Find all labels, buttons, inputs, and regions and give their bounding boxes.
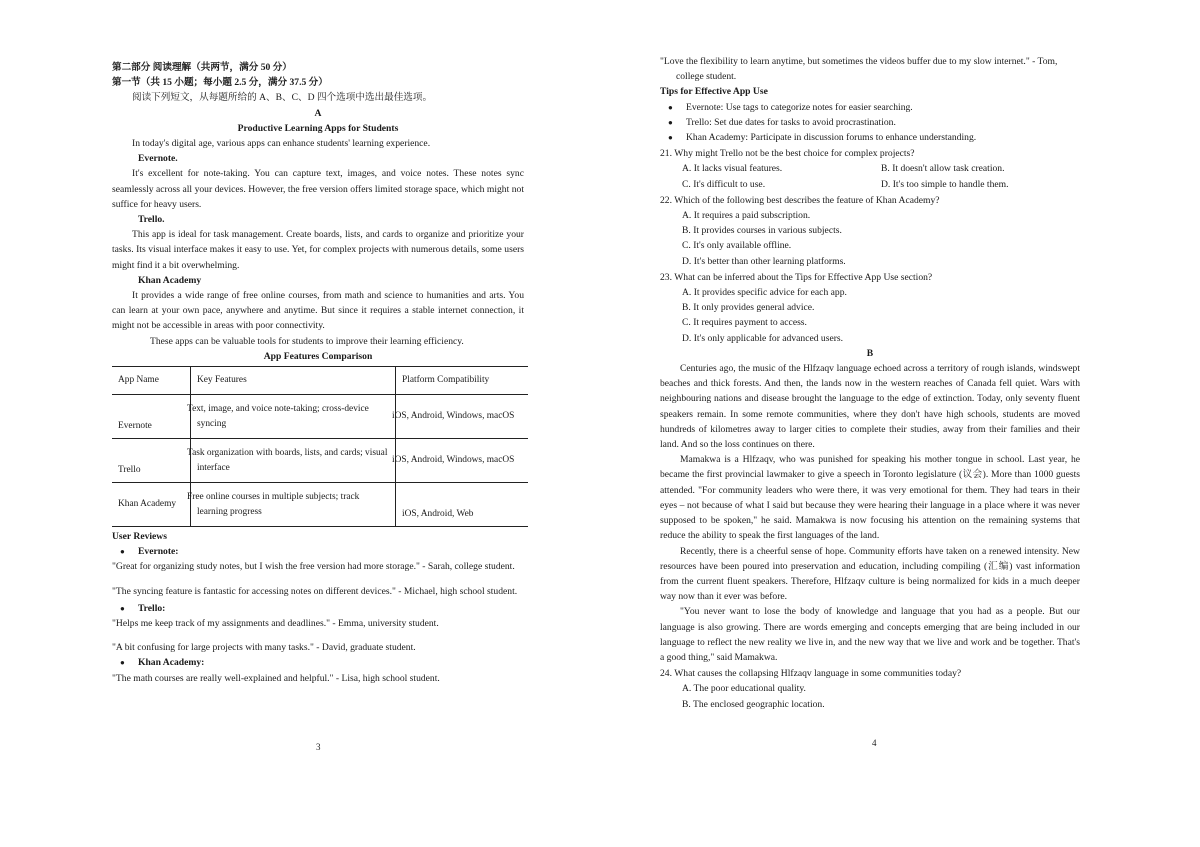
table-row	[112, 483, 528, 527]
option: A. It lacks visual features.	[682, 163, 783, 175]
review-quote: "The math courses are really well-explained and helpful." - Lisa, high school student.	[112, 672, 440, 684]
app-desc-evernote: It's excellent for note-taking. You can capture text, images, and voice notes. These notes sync seamlessly across all your devices. However, the free version offers limited storage space, which might not suffice for heavy users.	[112, 168, 524, 210]
table-cell: iOS, Android, Windows, macOS	[396, 395, 529, 439]
review-quote: "Great for organizing study notes, but I wish the free version had more storage." - Sarah, college student.	[112, 561, 515, 573]
tip-item: ● Evernote: Use tags to categorize notes for easier searching.	[660, 100, 1080, 115]
question-24: 24. What causes the collapsing Hlfzaqv language in some communities today?	[660, 668, 962, 680]
review-quote: "The syncing feature is fantastic for accessing notes on different devices." - Michael, high school student.	[112, 585, 518, 597]
table-header: Key Features	[191, 367, 396, 395]
tip-item: ● Trello: Set due dates for tasks to avoid procrastination.	[660, 115, 1080, 130]
passage-intro: In today's digital age, various apps can enhance students' learning experience.	[132, 138, 431, 150]
table-header: Platform Compatibility	[396, 367, 529, 395]
app-desc-trello: This app is ideal for task management. Create boards, lists, and cards to organize and prioritize your tasks. Its visual interface makes it easy to use. Yet, for complex projects with numerous details, some users might find it a bit overwhelming.	[112, 229, 524, 271]
page-number-right: 4	[872, 738, 877, 748]
option: C. It's only available offline.	[682, 240, 792, 252]
review-quote: "A bit confusing for large projects with many tasks." - David, graduate student.	[112, 642, 416, 654]
instruction: 阅读下列短文，从每题所给的 A、B、C、D 四个选项中选出最佳选项。	[132, 92, 433, 104]
option: A. It requires a paid subscription.	[682, 210, 811, 222]
page-left	[112, 60, 524, 686]
question-21: 21. Why might Trello not be the best choice for complex projects?	[660, 148, 915, 160]
reviews-heading: User Reviews	[112, 531, 167, 543]
option: D. It's better than other learning platforms.	[682, 255, 846, 267]
table-header-row	[112, 367, 528, 395]
table-cell: Khan Academy	[112, 483, 191, 527]
option: B. It only provides general advice.	[682, 302, 815, 314]
table-header: App Name	[112, 367, 191, 395]
app-name-evernote: Evernote.	[138, 153, 178, 165]
comparison-table	[112, 366, 528, 527]
table-title: App Features Comparison	[263, 350, 373, 362]
passage-paragraph: Recently, there is a cheerful sense of hope. Community efforts have taken on a renewed intensity. New resources have been poured into preservation and education, including compiling (汇编) vast information from the current fluent speakers. Therefore, Hlfzaqv culture is being normalized for kids in a much deeper way now than it ever was before.	[660, 545, 1080, 603]
table-cell: iOS, Android, Web	[396, 483, 529, 527]
passage-closing: These apps can be valuable tools for students to improve their learning efficiency.	[150, 335, 464, 347]
review-quote: "Helps me keep track of my assignments and deadlines." - Emma, university student.	[112, 618, 439, 630]
table-row	[112, 395, 528, 439]
option: D. It's too simple to handle them.	[881, 178, 1009, 190]
option: B. The enclosed geographic location.	[682, 698, 825, 710]
option: A. It provides specific advice for each app.	[682, 287, 847, 299]
question-22: 22. Which of the following best describes the feature of Khan Academy?	[660, 194, 940, 206]
table-cell: Text, image, and voice note-taking; cross-device syncing	[191, 395, 396, 439]
tip-item: ● Khan Academy: Participate in discussion forums to enhance understanding.	[660, 130, 1080, 145]
page-right	[660, 54, 1080, 712]
passage-paragraph: Centuries ago, the music of the Hlfzaqv language echoed across a territory of rough islands, windswept beaches and thick forests. And then, the lands now in the western reaches of Canada fell quiet. Wars with neighbouring nations and disease brought the language to the edge of extinction. Today, only seventy fluent speakers remain. In some remote communities, where they don't have high schools, students are moved hundreds of kilometres away to larger cities to complete their studies, away from their families and their land. And so the loss continues on there.	[660, 363, 1080, 451]
app-name-trello: Trello.	[138, 214, 165, 226]
part-heading: 第二部分 阅读理解（共两节，满分 50 分）	[112, 62, 292, 73]
tips-heading: Tips for Effective App Use	[660, 86, 768, 98]
option: D. It's only applicable for advanced users.	[682, 332, 844, 344]
passage-title: Productive Learning Apps for Students	[237, 122, 399, 134]
passage-paragraph: Mamakwa is a Hlfzaqv, who was punished for speaking his mother tongue in school. Last year, he became the first provincial lawmaker to give a speech in Toronto legislature (议会). More than 1000 guests attended. "For community leaders who were there, it was very emotional for them. They had tears in their eyes – not because of what I said but because they were hearing their language in a place where it was never supposed to be spoken," he said. Mamakwa is now focusing his attention on the remaining systems that reduce the ability to speak the first languages of the land.	[660, 454, 1080, 542]
option: A. The poor educational quality.	[682, 683, 806, 695]
table-cell: Task organization with boards, lists, and cards; visual interface	[191, 439, 396, 483]
question-23: 23. What can be inferred about the Tips for Effective App Use section?	[660, 271, 933, 283]
app-desc-khan: It provides a wide range of free online courses, from math and science to humanities and arts. You can learn at your own pace, anywhere and anytime. But since it requires a stable internet connection, it might not be accessible in areas with poor connectivity.	[112, 290, 524, 332]
passage-letter-b: B	[866, 347, 874, 359]
option: C. It requires payment to access.	[682, 317, 807, 329]
option: B. It provides courses in various subjects.	[682, 225, 842, 237]
review-app-trello: ● Trello:	[112, 601, 524, 616]
option: B. It doesn't allow task creation.	[881, 163, 1005, 175]
options-21	[682, 161, 1080, 191]
table-cell: Free online courses in multiple subjects; track learning progress	[191, 483, 396, 527]
review-app-khan: ● Khan Academy:	[112, 655, 524, 670]
section-heading: 第一节（共 15 小题；每小题 2.5 分，满分 37.5 分）	[112, 77, 328, 89]
table-cell: iOS, Android, Windows, macOS	[396, 439, 529, 483]
table-row	[112, 439, 528, 483]
review-quote-tom: "Love the flexibility to learn anytime, but sometimes the videos buffer due to my slow internet." - Tom, college student.	[660, 56, 1058, 83]
table-cell: Evernote	[112, 395, 191, 439]
table-cell: Trello	[112, 439, 191, 483]
passage-letter-a: A	[314, 107, 322, 119]
option: C. It's difficult to use.	[682, 178, 766, 190]
passage-paragraph: "You never want to lose the body of knowledge and language that you had as a people. But our language is also growing. There are words emerging and concepts emerging that are being included in our language to reflect the new reality we live in, and the new way that we live and work and be together. That's a good thing," said Mamakwa.	[660, 606, 1080, 663]
page-number-left: 3	[316, 742, 321, 752]
review-app-evernote: ● Evernote:	[112, 544, 524, 559]
app-name-khan: Khan Academy	[138, 274, 202, 286]
